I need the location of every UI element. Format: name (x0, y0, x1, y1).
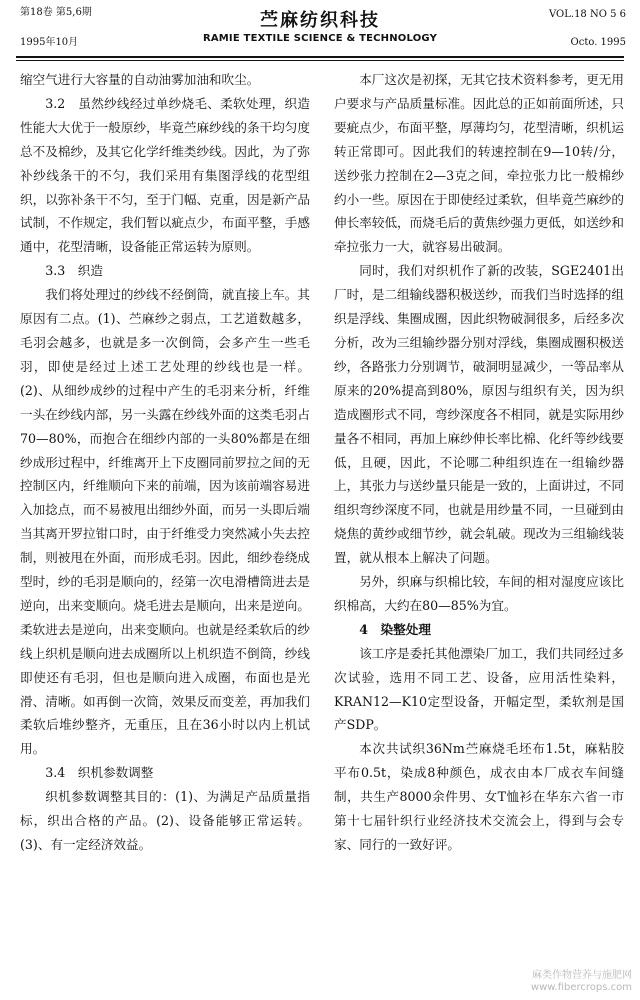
volume-issue-cn: 第18卷 第5,6期 (20, 7, 92, 18)
journal-header (0, 0, 640, 60)
date-cn: 1995年10月 (20, 37, 79, 48)
paragraph: 织机参数调整其目的：(1)、为满足产品质量指标，织出合格的产品。(2)、设备能够正常运转。(3)、有一定经济效益。 (20, 789, 310, 852)
journal-title: 苎麻纺织科技 (260, 10, 380, 31)
header-rule-thick (16, 56, 624, 58)
paragraph: 本次共试织36Nm苎麻烧毛坯布1.5t，麻粘胶平布0.5t，染成8种颜色，成衣由本厂成衣车间缝制，共生产8000余件男、女T恤衫在华东六省一市第十七届针织行业经济技术交流会上，得到与会专家、同行的一致好评。 (334, 741, 624, 852)
paragraph: 本厂这次是初探，无其它技术资料参考，更无用户要求与产品质量标准。因此总的正如前面所述，只要疵点少，布面平整，厚薄均匀，花型清晰，织机运转正常即可。因此我们的转速控制在9—10转/分，送纱张力控制在2—3克之间，牵拉张力比一般棉纱约小一些。原因在于即使经过柔软，但毕竟苎麻纱的伸长率较低，而烧毛后的黄焦纱强力更低，如送纱和牵拉张力一大，就容易出破洞。 (334, 72, 624, 255)
right-column (334, 68, 624, 857)
header-rule-thin (16, 60, 624, 61)
site-watermark (531, 970, 632, 994)
paragraph: 另外，织麻与织棉比较，车间的相对湿度应该比织棉高，大约在80—85%为宜。 (334, 574, 624, 613)
paragraph: 该工序是委托其他漂染厂加工，我们共同经过多次试验，选用不同工艺、设备，应用活性染料，KRAN12—K10定型设备，开幅定型，柔软剂是国产SDP。 (334, 645, 624, 733)
paragraph: 我们将处理过的纱线不经倒筒，就直接上车。其原因有二点。(1)、苎麻纱之弱点，工艺道数越多，毛羽会越多，也就是多一次倒筒，会多产生一些毛羽，即使是经过上述工艺处理的纱线也是一样。(2)、从细纱成纱的过程中产生的毛羽来分析，纤维一头在纱线内部，另一头露在纱线外面的这类毛羽占70—80%，而抱合在细纱内部的一头80%都是在细纱成形过程中，纤维离开上下皮圈同前罗拉之间的无控制区内，纤维顺向下来的前端，因为该前端容易进入加捻点，而不易被甩出细纱外面，而另一头即后端当其离开罗拉钳口时，由于纤维受力突然减小失去控制，则被甩在外面，而形成毛羽。因此，细纱卷绕成型时，纱的毛羽是顺向的，经第一次电滑槽筒进去是逆向，出来变顺向。烧毛进去是顺向，出来是逆向。柔软进去是逆向，出来变顺向。也就是经柔软后的纱线上织机是顺向进去成圈所以上机织造不倒筒，纱线即使还有毛羽，但也是顺向进入成圈，布面也是光滑、清晰。如再倒一次筒，效果反而变差，再加我们柔软后堆纱整齐，无重压，且在36小时以内上机试用。 (20, 287, 310, 757)
left-column (20, 68, 310, 857)
section-heading: 3.4 织机参数调整 (45, 765, 154, 781)
watermark-line-1: 麻类作物营养与施肥网 (532, 970, 632, 981)
section-heading: 3.3 织造 (45, 263, 103, 279)
paragraph: 3.2 虽然纱线经过单纱烧毛、柔软处理，织造性能大大优于一般原纱，毕竟苎麻纱线的条干均匀度总不及棉纱，及其它化学纤维类纱线。因此，为了弥补纱线条干的不匀，我们采用有集图浮线的花型组织，以弥补条干不匀，至于门幅、克重，因是新产品试制，不作规定，我们暂以疵点少，布面平整，手感通中，花型清晰，设备能正常运转为原则。 (20, 95, 310, 255)
date-en: Octo. 1995 (570, 37, 626, 48)
section-heading: 4 染整处理 (359, 621, 431, 637)
watermark-line-2: www.fibercrops.com (530, 982, 632, 993)
paragraph: 同时，我们对织机作了新的改装，SGE2401出厂时，是二组输线器积极送纱，而我们当时选择的组织是浮线、集圈成圈，因此织物破洞很多，后经多次分析，改为三组输纱器分别对浮线，集圈成圈积极送纱，各路张力分别调节，破洞明显减少，一等品率从原来的20%提高到80%，原因与组织有关，因为织造成圈形式不同，弯纱深度各不相同，就是实际用纱量各不相同，再加上麻纱伸长率比棉、化纤等纱线要低，且硬，因此，不论哪二种组织连在一组输纱器上，其张力与送纱量只能是一致的，上面讲过，不同组织弯纱深度不同，也就是用纱量不同，一旦碰到由烧焦的黄纱或细节纱，就会轧破。现改为三组输线装置，就从根本上解决了问题。 (334, 263, 624, 566)
journal-title-en: RAMIE TEXTILE SCIENCE & TECHNOLOGY (202, 33, 438, 44)
volume-issue-en: VOL.18 NO 5 6 (549, 9, 626, 20)
paragraph: 缩空气进行大容量的自动油雾加油和吹尘。 (20, 72, 260, 87)
